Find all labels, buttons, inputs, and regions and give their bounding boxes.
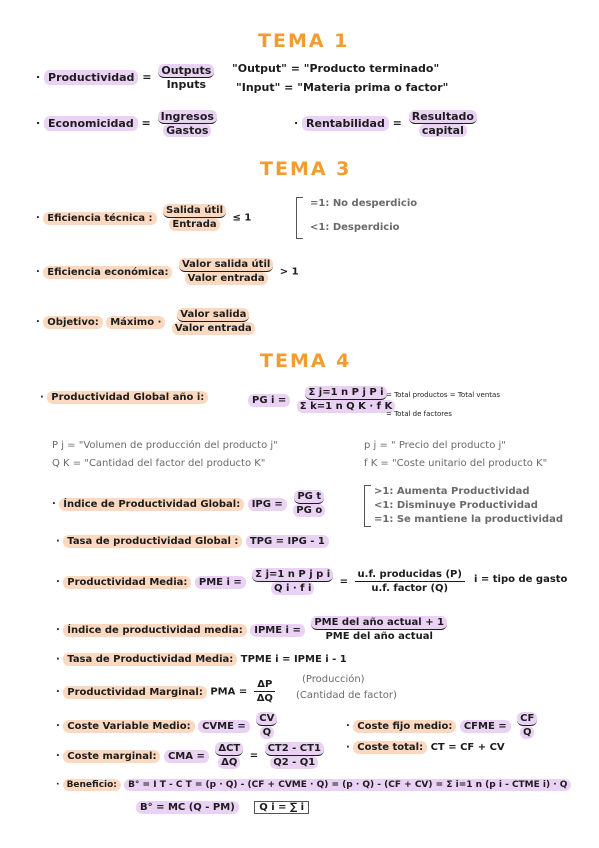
fraction-numerator: CT2 - CT1 <box>265 742 324 756</box>
fraction-denominator: PME del año actual <box>325 631 433 642</box>
precio-definition: p j = " Precio del producto j" <box>364 440 506 451</box>
pg-row: · Productividad Global año i: <box>40 392 208 403</box>
ipg-row: · Índice de Productividad Global: IPG = $\frac{\text{PG t}}{\text{PG o}}$ <box>52 490 328 517</box>
ipg-fraction <box>293 490 325 517</box>
fraction-denominator: Gastos <box>163 124 211 137</box>
fraction-denominator: Q i · f i <box>271 582 314 595</box>
fraction-numerator: Ingresos <box>158 110 217 124</box>
pm-fraction-units <box>355 568 465 595</box>
eficiencia-tecnica-fraction <box>163 204 226 231</box>
cmg-row: · Coste marginal: CMA = $\frac{\text{ΔCT}}{\Delta Q}$ = $\frac{CT2 - CT1}{Q2 - Q1}$ <box>56 742 327 769</box>
fraction-numerator: Valor salida <box>177 308 249 322</box>
eficiencia-tecnica-row: · Eficiencia técnica : $\frac{\text{Salida útil}}{\text{Entrada}}$ ≤ 1 <box>36 205 252 230</box>
tpm-row: · Tasa de Productividad Media: TPME i = IPME i - 1 <box>56 654 347 665</box>
fraction-denominator: Q <box>520 726 535 739</box>
fraction-numerator: Outputs <box>158 64 214 78</box>
cmg-fraction <box>215 742 243 769</box>
economicidad-fraction <box>158 110 217 137</box>
fraction-denominator: Valor entrada <box>185 272 268 285</box>
equals-sign: = <box>392 116 402 130</box>
ipm-fraction <box>311 616 447 643</box>
fraction-denominator: Entrada <box>169 218 219 231</box>
beneficio-formula: B° = I T - C T = (p · Q) - (CF + CVME · Q) = (p · Q) - (CF + CV) = Σ i=1 n (p i - CTME i) · Q <box>124 779 571 791</box>
pmg-fraction <box>254 678 276 705</box>
ipm-label: Índice de productividad media: <box>63 624 246 637</box>
cvm-lhs: CVME = <box>198 720 250 733</box>
beneficio-formula-2: B° = MC (Q - PM) <box>136 801 239 814</box>
cfm-lhs: CFME = <box>460 720 511 733</box>
rentabilidad-row: · Rentabilidad = $\frac{\text{Resultado}}{\text{capital}}$ <box>294 110 480 137</box>
fraction-numerator: CF <box>517 712 537 726</box>
cases-brace <box>296 197 303 239</box>
economicidad-label: Economicidad <box>44 116 138 131</box>
cfm-row: · Coste fijo medio: CFME = $\frac{CF}{Q}$ <box>346 712 540 739</box>
economicidad-row: · Economicidad = $\frac{\text{Ingresos}}{\text{Gastos}}$ <box>36 110 220 137</box>
objetivo-fraction <box>172 308 255 335</box>
objetivo-row: · Objetivo: Máximo · $\frac{\text{Valor salida}}{\text{Valor entrada}}$ <box>36 308 258 335</box>
productividad-row: · Productividad = $\frac{\text{Outputs}}{\text{Inputs}}$ <box>36 64 217 91</box>
objetivo-label: Objetivo: <box>43 316 102 329</box>
tpm-label: Tasa de Productividad Media: <box>63 653 237 666</box>
cvm-row: · Coste Variable Medio: CVME = $\frac{CV}{Q}$ <box>56 712 280 739</box>
fraction-denominator: Valor entrada <box>172 322 255 335</box>
pmg-lhs: PMA = <box>210 686 248 698</box>
fraction-denominator: PG o <box>293 504 325 517</box>
pm-fraction <box>252 568 333 595</box>
ipm-lhs: IPME i = <box>250 624 305 637</box>
qi-box: Q i = ∑ i <box>254 801 309 814</box>
eficiencia-economica-fraction <box>179 258 273 285</box>
pg-note-num: = Total productos = Total ventas <box>386 391 500 399</box>
pg-note-den: = Total de factores <box>386 410 452 418</box>
tpg-formula: TPG = IPG - 1 <box>246 535 329 548</box>
cmg-lhs: CMA = <box>164 750 209 763</box>
tema4-title: TEMA 4 <box>260 350 352 372</box>
tpg-row: · Tasa de productividad Global : TPG = IPG - 1 <box>56 536 329 547</box>
cases-brace <box>364 485 371 527</box>
def-input: "Input" = "Materia prima o factor" <box>236 81 449 94</box>
cfm-fraction <box>517 712 537 739</box>
pmg-note-den: (Cantidad de factor) <box>296 690 397 701</box>
fraction-numerator: Valor salida útil <box>179 258 273 272</box>
fraction-denominator: Σ k=1 n Q K · f K <box>297 400 395 413</box>
tema3-title: TEMA 3 <box>260 158 352 180</box>
pm-label: Productividad Media: <box>63 576 191 589</box>
ct-row: · Coste total: CT = CF + CV <box>346 742 505 753</box>
equals-sign: = <box>142 70 152 84</box>
pg-formula <box>248 386 398 413</box>
tpg-label: Tasa de productividad Global : <box>63 535 242 548</box>
pj-definition: P j = "Volumen de producción del producto j" <box>52 440 278 451</box>
cvm-label: Coste Variable Medio: <box>63 720 194 733</box>
ipg-label: Índice de Productividad Global: <box>59 498 244 511</box>
productividad-label: Productividad <box>44 70 138 85</box>
fraction-denominator: ΔQ <box>218 756 240 769</box>
tpm-formula: TPME i = IPME i - 1 <box>240 654 347 665</box>
fraction-numerator: ΔP <box>254 678 275 692</box>
def-output: "Output" = "Producto terminado" <box>232 62 440 75</box>
rentabilidad-fraction <box>409 110 477 137</box>
pm-row: · Productividad Media: PME i = $\frac{\text{Σ j=1 n P j p i}}{\text{Q i · f i}}$ = $\frac{\text{u.f. producidas (P)}}{\text{u.f. factor (Q)}}$ <box>56 568 468 595</box>
beneficio-row-2 <box>136 802 309 813</box>
fraction-numerator: ΔCT <box>215 742 243 756</box>
tema1-title: TEMA 1 <box>258 30 350 52</box>
fraction-denominator: ΔQ <box>256 693 273 704</box>
ct-formula: CT = CF + CV <box>430 742 505 753</box>
pg-fraction <box>297 386 395 413</box>
fraction-numerator: Σ j=1 n P j P i <box>305 386 386 400</box>
fraction-denominator: u.f. factor (Q) <box>371 583 449 594</box>
cmg-label: Coste marginal: <box>63 750 160 763</box>
fraction-denominator: capital <box>419 124 467 137</box>
pmg-label: Productividad Marginal: <box>63 686 207 699</box>
pm-lhs: PME i = <box>195 576 246 589</box>
fraction-numerator: CV <box>256 712 277 726</box>
fraction-numerator: PME del año actual + 1 <box>311 616 447 630</box>
productividad-fraction <box>158 64 214 91</box>
fraction-numerator: u.f. producidas (P) <box>355 568 465 582</box>
pmg-note-num: (Producción) <box>302 674 365 685</box>
comparison: ≤ 1 <box>232 212 252 224</box>
beneficio-label: Beneficio: <box>63 779 121 791</box>
ipg-case-2: <1: Disminuye Productividad <box>374 500 538 511</box>
comparison: > 1 <box>279 266 299 278</box>
eficiencia-economica-row: · Eficiencia económica: $\frac{\text{Valor salida útil}}{\text{Valor entrada}}$ > 1 <box>36 259 299 284</box>
pm-note: i = tipo de gasto <box>474 574 568 585</box>
cfm-label: Coste fijo medio: <box>353 720 456 733</box>
fraction-denominator: Q2 - Q1 <box>270 756 318 769</box>
fk-definition: f K = "Coste unitario del producto K" <box>364 458 548 469</box>
ipm-row: · Índice de productividad media: IPME i = $\frac{\text{PME del año actual + 1}}{\text{PME del año actual}}$ <box>56 616 450 643</box>
pg-lhs: PG i = <box>248 394 290 407</box>
cvm-fraction <box>256 712 277 739</box>
ipg-lhs: IPG = <box>248 498 287 511</box>
beneficio-row: · Beneficio: B° = I T - C T = (p · Q) - (CF + CVME · Q) = (p · Q) - (CF + CV) = Σ i=1 n (p i - CTME i) · Q <box>56 780 571 790</box>
rentabilidad-label: Rentabilidad <box>302 116 389 131</box>
ipg-case-3: =1: Se mantiene la productividad <box>374 514 563 525</box>
fraction-denominator: Inputs <box>166 78 207 91</box>
eficiencia-tecnica-label: Eficiencia técnica : <box>43 212 156 225</box>
ct-label: Coste total: <box>353 741 427 754</box>
fraction-denominator: Q <box>260 726 275 739</box>
efte-case-1: =1: No desperdicio <box>310 198 418 209</box>
efte-case-2: <1: Desperdicio <box>310 222 400 233</box>
fraction-numerator: Σ j=1 n P j p i <box>252 568 333 582</box>
pmg-row: · Productividad Marginal: PMA = $\frac{\Delta P}{\Delta Q}$ <box>56 678 279 705</box>
ipg-case-1: >1: Aumenta Productividad <box>374 486 530 497</box>
equals-sign: = <box>141 116 151 130</box>
fraction-numerator: Salida útil <box>163 204 226 218</box>
pg-label: Productividad Global año i: <box>47 391 208 404</box>
objetivo-text: Máximo · <box>106 316 165 329</box>
qk-definition: Q K = "Cantidad del factor del producto K" <box>52 458 266 469</box>
fraction-numerator: Resultado <box>409 110 477 124</box>
eficiencia-economica-label: Eficiencia económica: <box>43 266 172 279</box>
cmg-fraction-diff <box>265 742 324 769</box>
fraction-numerator: PG t <box>294 490 324 504</box>
